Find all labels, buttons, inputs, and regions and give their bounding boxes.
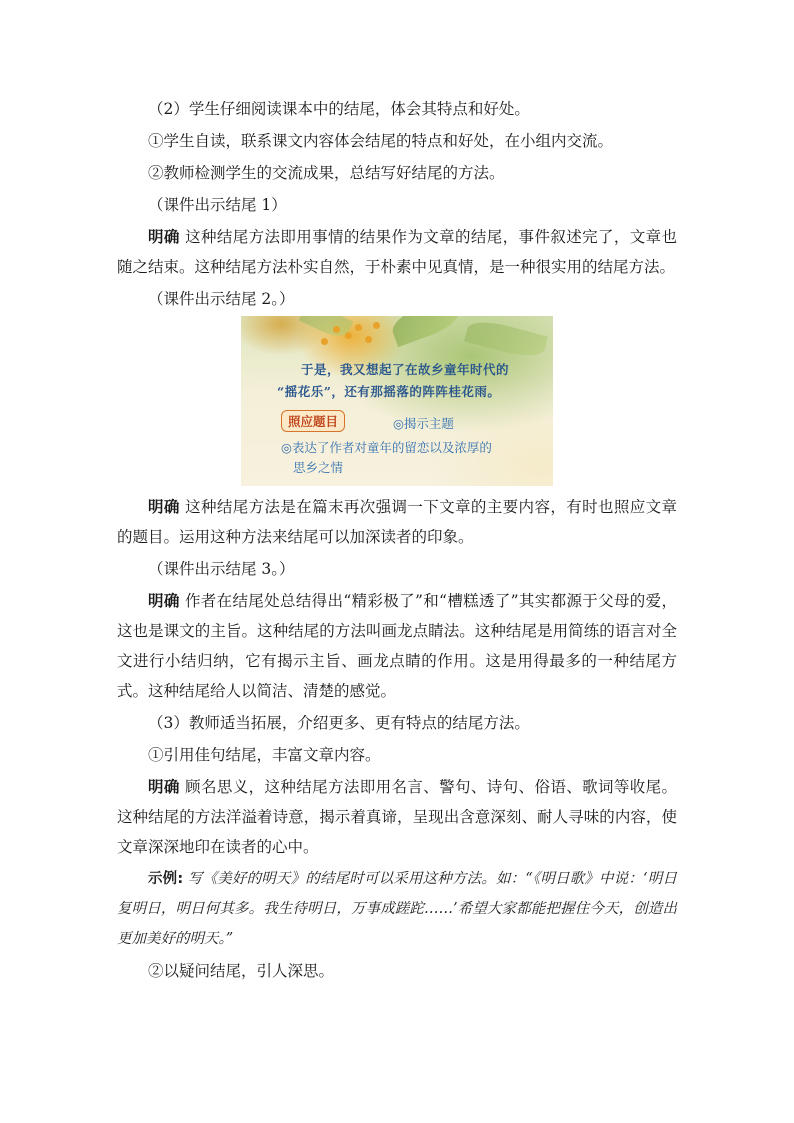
paragraph-step-2-2: ②教师检测学生的交流成果，总结写好结尾的方法。: [148, 164, 505, 182]
clarify-label: 明确: [148, 498, 180, 516]
paragraph-slide-2-note: （课件出示结尾 2。）: [148, 290, 295, 308]
clarify-text: 这种结尾方法是在篇末再次强调一下文章的主要内容，有时也照应文章的题目。运用这种方法来结尾可以加深读者的印象。: [117, 498, 677, 546]
clarify-text: 顾名思义，这种结尾方法即用名言、警句、诗句、俗语、歌词等收尾。这种结尾的方法洋溢着诗意，揭示着真谛，呈现出含意深刻、耐人寻味的内容，使文章深深地印在读者的心中。: [117, 778, 677, 856]
slide-note-emotion-line-1: ◎表达了作者对童年的留恋以及浓厚的: [281, 440, 492, 455]
paragraph-clarify-4: [117, 772, 677, 862]
clarify-text: 这种结尾方法即用事情的结果作为文章的结尾，事件叙述完了，文章也随之结束。这种结尾方法朴实自然，于朴素中见真情，是一种很实用的结尾方法。: [117, 228, 677, 276]
slide-quote-line-1: 于是，我又想起了在故乡童年时代的: [301, 362, 510, 377]
blossom-decoration: [345, 332, 352, 339]
paragraph-step-3-1: ①引用佳句结尾，丰富文章内容。: [148, 746, 381, 764]
example-text: 写《美好的明天》的结尾时可以采用这种方法。如：“《明日歌》中说：‘明日复明日，明日何其多。我生待明日，万事成蹉跎……’希望大家都能把握住今天，创造出更加美好的明天。”: [117, 871, 677, 947]
slide-tag-echo-title: 照应题目: [281, 410, 345, 432]
example-label: 示例:: [148, 871, 184, 887]
slide-note-emotion-line-2: 思乡之情: [293, 460, 344, 475]
paragraph-step-2-1: ①学生自读，联系课文内容体会结尾的特点和好处，在小组内交流。: [148, 132, 614, 150]
leaf-decoration: [464, 316, 548, 362]
document-page: [117, 94, 677, 988]
blossom-decoration: [373, 322, 380, 329]
slide-note-theme: ◎揭示主题: [393, 416, 454, 431]
paragraph-slide-1-note: （课件出示结尾 1）: [148, 196, 287, 214]
blossom-decoration: [365, 336, 372, 343]
paragraph-clarify-3: [117, 586, 677, 706]
clarify-label: 明确: [148, 592, 180, 610]
clarify-label: 明确: [148, 228, 180, 246]
paragraph-example: [117, 864, 677, 954]
clarify-text: 作者在结尾处总结得出“精彩极了”和“槽糕透了”其实都源于父母的爱，这也是课文的主旨。这种结尾的方法叫画龙点睛法。这种结尾是用简练的语言对全文进行小结归纳，它有揭示主旨、画龙点睛的作用。这是用得最多的一种结尾方式。这种结尾给人以简洁、清楚的感觉。: [117, 592, 677, 700]
leaf-decoration: [388, 316, 464, 347]
blossom-decoration: [355, 324, 362, 331]
paragraph-step-3-2: ②以疑问结尾，引人深思。: [148, 962, 335, 980]
blossom-decoration: [321, 338, 328, 345]
blossom-decoration: [333, 326, 340, 333]
paragraph-step-3: （3）教师适当拓展，介绍更多、更有特点的结尾方法。: [148, 714, 530, 732]
paragraph-step-2: （2）学生仔细阅读课本中的结尾，体会其特点和好处。: [148, 100, 530, 118]
slide-image-ending-2: [241, 316, 553, 486]
clarify-label: 明确: [148, 778, 180, 796]
paragraph-clarify-2: [117, 492, 677, 552]
slide-quote-line-2: “摇花乐”，还有那摇落的阵阵桂花雨。: [277, 384, 501, 399]
paragraph-slide-3-note: （课件出示结尾 3。）: [148, 560, 295, 578]
paragraph-clarify-1: [117, 222, 677, 282]
